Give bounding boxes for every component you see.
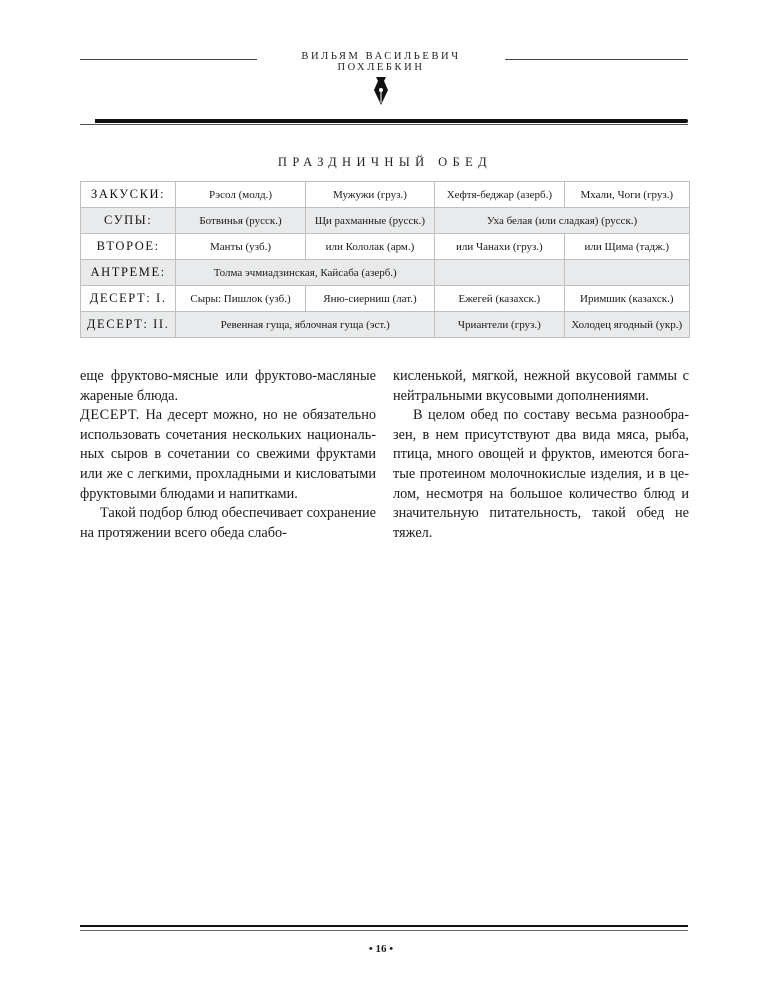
- table-row: [81, 312, 690, 338]
- dish-cell: Манты (узб.): [176, 234, 305, 260]
- section-lead: ДЕСЕРТ.: [80, 407, 140, 424]
- dish-cell: Хефтя-беджар (азерб.): [435, 182, 564, 208]
- paragraph-body: На десерт можно, но не обязательно использовать сочетания нескольких национальных сыров в сочетании со свежими фруктами или же с легкими, прохладными и кисловатыми фруктовыми блюдами и напитками.: [80, 407, 376, 502]
- dish-cell: Щи рахманные (русск.): [305, 208, 434, 234]
- dish-cell: Ботвинья (русск.): [176, 208, 305, 234]
- dish-cell: Холодец ягодный (укр.): [564, 312, 689, 338]
- dish-cell: Иримшик (казахск.): [564, 286, 689, 312]
- dish-cell: Толма эчмиадзинская, Кайсаба (азерб.): [176, 260, 435, 286]
- paragraph: Такой подбор блюд обеспечивает сохранение на протяжении всего обеда слабо-: [80, 505, 376, 541]
- row-category: АНТРЕМЕ:: [81, 260, 176, 286]
- table-row: [81, 234, 690, 260]
- table-row: [81, 208, 690, 234]
- row-category: ВТОРОЕ:: [81, 234, 176, 260]
- dish-cell: Сыры: Пишлок (узб.): [176, 286, 305, 312]
- dish-cell: Рэсол (молд.): [176, 182, 305, 208]
- dish-cell: Мужужи (груз.): [305, 182, 434, 208]
- body-column-right: [393, 367, 689, 543]
- row-category: ДЕСЕРТ: I.: [81, 286, 176, 312]
- page-number: • 16 •: [368, 943, 394, 955]
- dish-cell: [564, 260, 689, 286]
- running-header-author: ВИЛЬЯМ ВАСИЛЬЕВИЧ ПОХЛЕБКИН: [301, 51, 461, 73]
- table-row: [81, 286, 690, 312]
- paragraph: еще фруктово-мясные или фруктово-масляные жареные блюда.: [80, 368, 376, 404]
- row-category: ДЕСЕРТ: II.: [81, 312, 176, 338]
- dish-cell: или Чанахи (груз.): [435, 234, 564, 260]
- paragraph: кисленькой, мягкой, нежной вкусовой гаммы с нейтральными вкусовыми дополнениями.: [393, 368, 689, 404]
- dish-cell: Ревенная гуща, яблочная гуща (эст.): [176, 312, 435, 338]
- dish-cell: Мхали, Чоги (груз.): [564, 182, 689, 208]
- dish-cell: Уха белая (или сладкая) (русск.): [435, 208, 690, 234]
- header-thin-rule: [80, 124, 688, 125]
- dish-cell: [435, 260, 564, 286]
- paragraph: [80, 406, 376, 504]
- row-category: СУПЫ:: [81, 208, 176, 234]
- table-row: [81, 260, 690, 286]
- fountain-pen-nib-icon: [372, 76, 390, 106]
- paragraph: В целом обед по составу весьма разнообразен, в нем присутствуют два вида мяса, рыба, птица, много овощей и фруктов, имеются богатые протеином молочнокислые изделия, и в целом, несмотря на большое количество блюд и значительную питательность, такой обед не тяжел.: [393, 407, 689, 541]
- footer-thin-rule: [80, 930, 688, 931]
- row-category: ЗАКУСКИ:: [81, 182, 176, 208]
- body-column-left: [80, 367, 376, 543]
- dish-cell: Яню-сиерниш (лат.): [305, 286, 434, 312]
- menu-table: [80, 181, 690, 338]
- dish-cell: Чриантели (груз.): [435, 312, 564, 338]
- dish-cell: Ежегей (казахск.): [435, 286, 564, 312]
- menu-title: ПРАЗДНИЧНЫЙ ОБЕД: [277, 155, 493, 169]
- dish-cell: или Щима (тадж.): [564, 234, 689, 260]
- dish-cell: или Кололак (арм.): [305, 234, 434, 260]
- header-rule-right: [505, 59, 688, 60]
- table-row: [81, 182, 690, 208]
- header-rule-left: [80, 59, 257, 60]
- footer-thick-rule: [80, 925, 688, 927]
- header-thick-rule: [95, 119, 688, 123]
